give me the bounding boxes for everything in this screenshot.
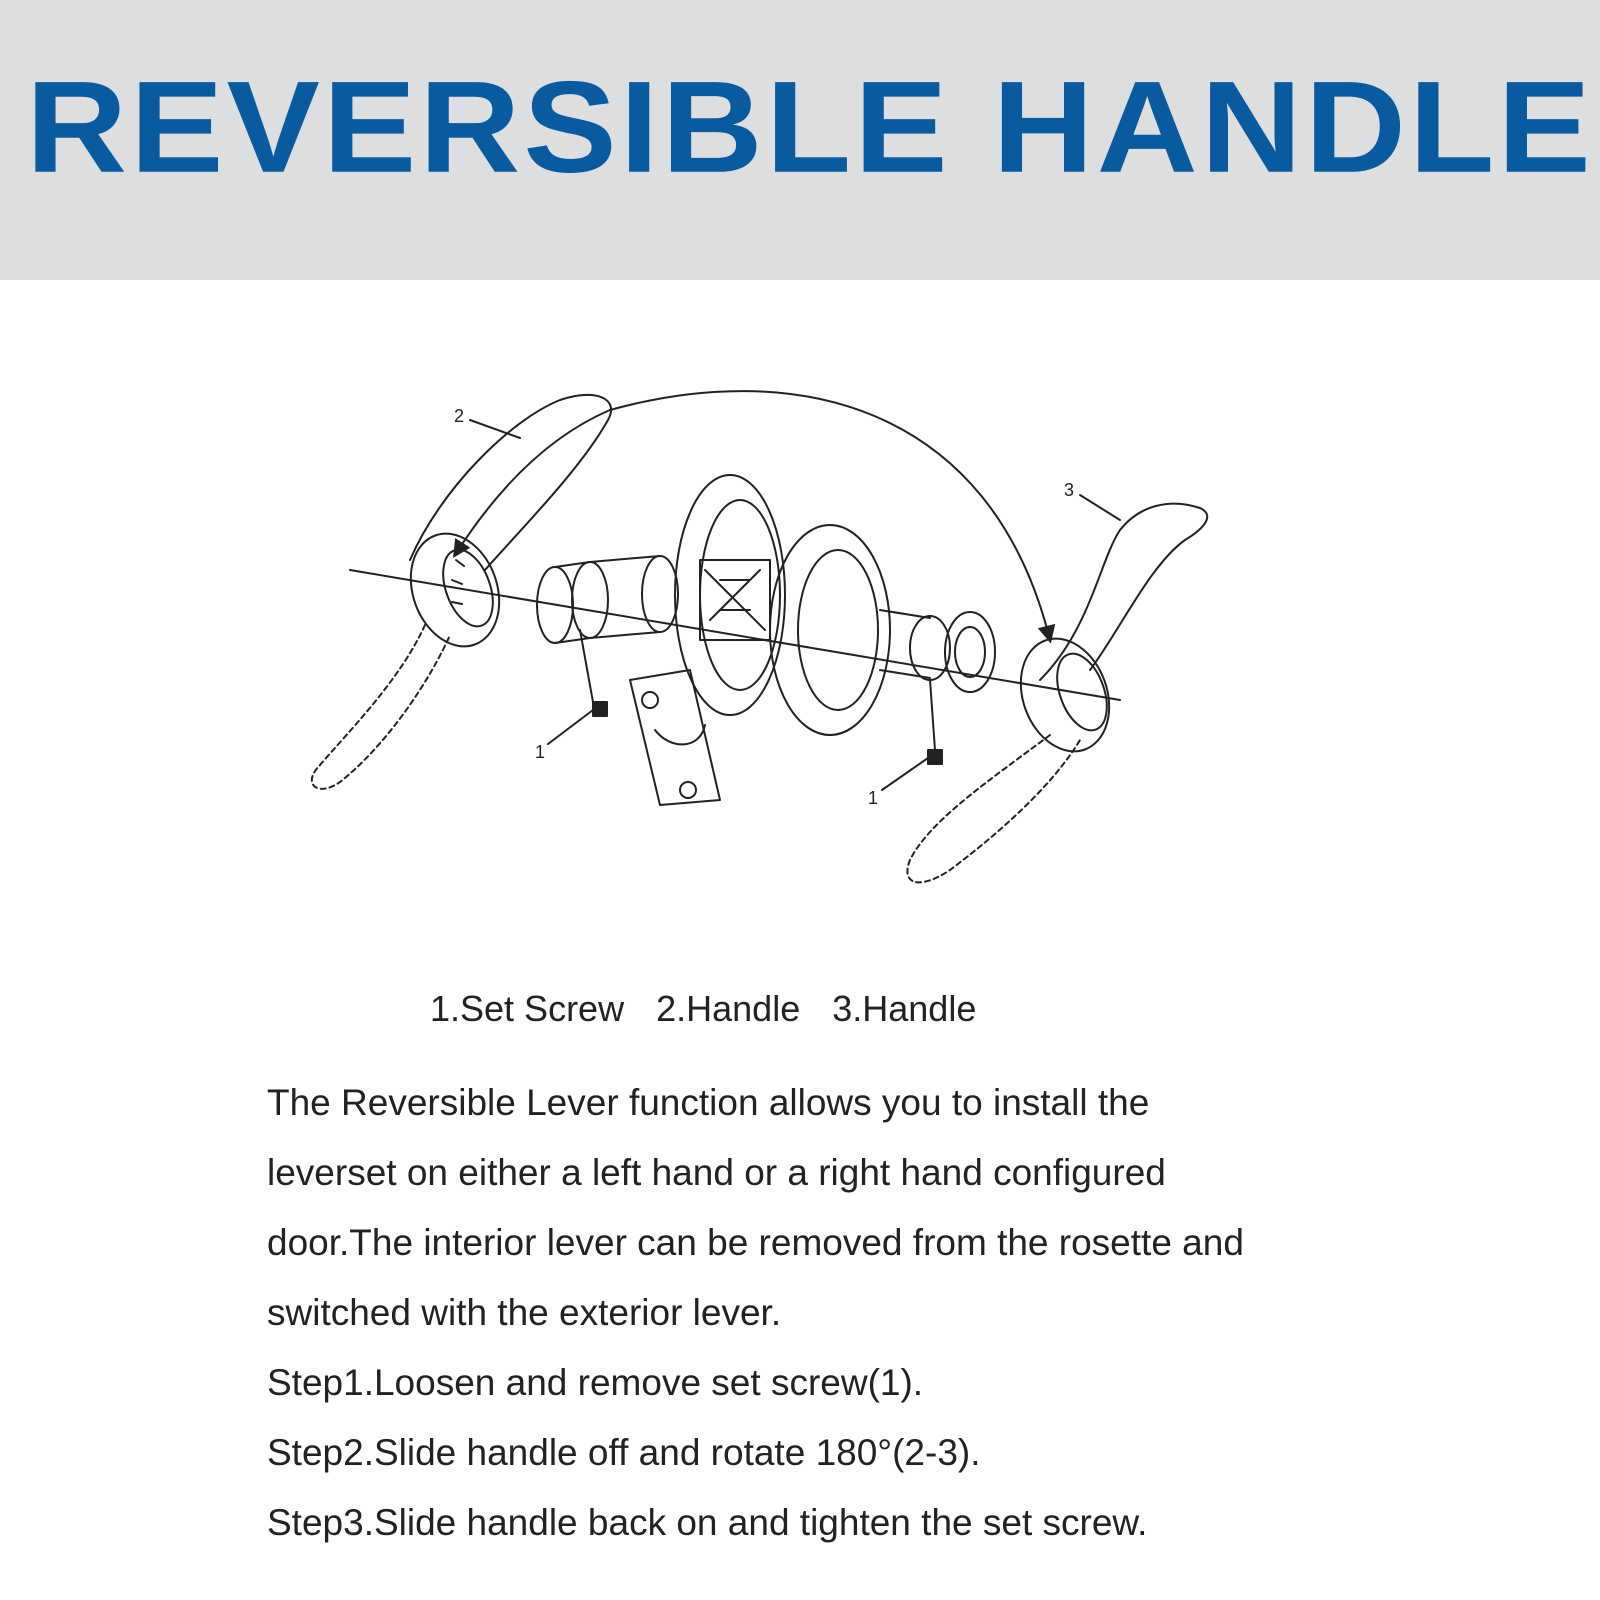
callout-2: 2 <box>454 406 465 426</box>
legend-item-set-screw: 1.Set Screw <box>430 988 625 1029</box>
handle-3 <box>1006 504 1208 764</box>
right-spindle <box>880 610 995 692</box>
lever-assembly-diagram <box>290 380 1250 920</box>
handle-2 <box>396 395 611 659</box>
rotation-arrow-start <box>455 410 610 555</box>
callout-1-left: 1 <box>535 742 546 762</box>
callout-3: 3 <box>1064 480 1075 500</box>
callout-3-leader <box>1080 495 1120 520</box>
legend-item-handle-2: 2.Handle <box>656 988 801 1029</box>
lock-chassis <box>675 475 890 735</box>
set-screw-right <box>882 680 942 790</box>
left-spindle <box>537 556 678 643</box>
axis-line <box>350 570 1120 700</box>
instructions <box>267 1068 1367 1558</box>
page-title: REVERSIBLE HANDLE <box>26 53 1594 200</box>
legend-item-handle-3: 3.Handle <box>832 988 977 1029</box>
latch-plate <box>630 670 720 805</box>
description-line: The Reversible Lever function allows you to install the <box>267 1082 1150 1123</box>
title-banner <box>0 0 1600 280</box>
parts-legend <box>430 988 998 1030</box>
handle-2-rotated-ghost <box>312 625 450 789</box>
set-screw-left <box>548 630 607 744</box>
description-line: leverset on either a left hand or a right hand configured <box>267 1152 1166 1193</box>
step-3: Step3.Slide handle back on and tighten the set screw. <box>267 1502 1148 1543</box>
callout-1-right: 1 <box>868 788 879 808</box>
step-1: Step1.Loosen and remove set screw(1). <box>267 1362 924 1403</box>
description-line: door.The interior lever can be removed from the rosette and <box>267 1222 1244 1263</box>
description-line: switched with the exterior lever. <box>267 1292 782 1333</box>
step-2: Step2.Slide handle off and rotate 180°(2-3). <box>267 1432 981 1473</box>
